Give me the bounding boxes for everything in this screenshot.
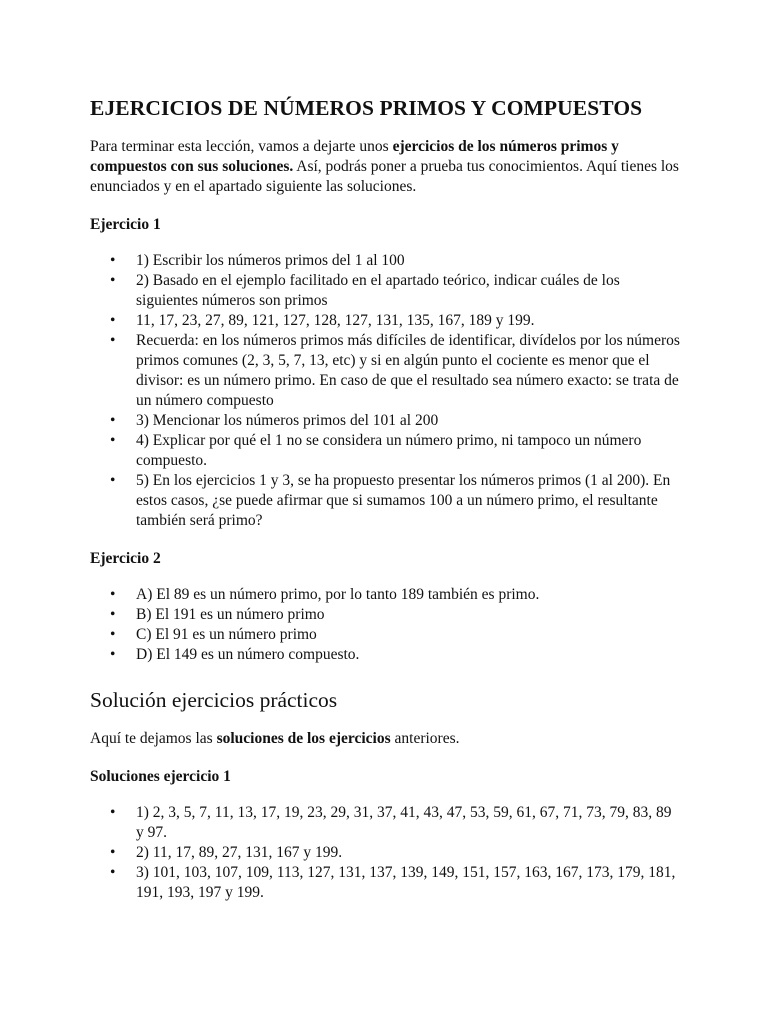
list-item: • 2) Basado en el ejemplo facilitado en el apartado teórico, indicar cuáles de los siguientes números son primos <box>136 271 680 311</box>
ejercicio-2-heading: Ejercicio 2 <box>90 550 161 567</box>
ejercicio-2-list <box>90 585 680 665</box>
intro-text-bold: ejercicios de los números primos y compuestos con sus soluciones. <box>90 138 619 175</box>
list-item: • D) El 149 es un número compuesto. <box>136 645 680 665</box>
intro-text-pre: Para terminar esta lección, vamos a dejarte unos <box>90 138 393 155</box>
list-item: • 2) 11, 17, 89, 27, 131, 167 y 199. <box>136 843 680 863</box>
list-item: • 3) 101, 103, 107, 109, 113, 127, 131, 137, 139, 149, 151, 157, 163, 167, 173, 179, 181, 191, 193, 197 y 199. <box>136 863 680 903</box>
soluciones-intro-pre: Aquí te dejamos las <box>90 730 217 747</box>
list-item: • A) El 89 es un número primo, por lo tanto 189 también es primo. <box>136 585 680 605</box>
list-item: • 1) 2, 3, 5, 7, 11, 13, 17, 19, 23, 29, 31, 37, 41, 43, 47, 53, 59, 61, 67, 71, 73, 79, 83, 89 y 97. <box>136 803 680 843</box>
soluciones-intro-paragraph <box>90 729 680 749</box>
soluciones-intro-post: anteriores. <box>390 730 460 747</box>
list-item: • C) El 91 es un número primo <box>136 625 680 645</box>
soluciones-ejercicio-1-list <box>90 803 680 903</box>
document-title: EJERCICIOS DE NÚMEROS PRIMOS Y COMPUESTOS <box>90 96 643 120</box>
list-item: • 5) En los ejercicios 1 y 3, se ha propuesto presentar los números primos (1 al 200). En estos casos, ¿se puede afirmar que si sumamos 100 a un número primo, el resultante también será primo? <box>136 471 680 531</box>
list-item: • 3) Mencionar los números primos del 101 al 200 <box>136 411 680 431</box>
soluciones-ejercicio-1-heading: Soluciones ejercicio 1 <box>90 768 231 785</box>
intro-paragraph <box>90 137 680 197</box>
soluciones-intro-bold: soluciones de los ejercicios <box>216 730 391 747</box>
list-item: • 4) Explicar por qué el 1 no se considera un número primo, ni tampoco un número compuesto. <box>136 431 680 471</box>
soluciones-heading: Solución ejercicios prácticos <box>90 688 338 712</box>
ejercicio-1-list <box>90 251 680 531</box>
intro-text-post: Así, podrás poner a prueba tus conocimientos. Aquí tienes los enunciados y en el apartado siguiente las soluciones. <box>90 158 679 195</box>
ejercicio-1-heading: Ejercicio 1 <box>90 216 161 233</box>
list-item: • Recuerda: en los números primos más difíciles de identificar, divídelos por los números primos comunes (2, 3, 5, 7, 13, etc) y si en algún punto el cociente es menor que el divisor: es un número primo. En caso de que el resultado sea número exacto: se trata de un número compuesto <box>136 331 680 411</box>
list-item: • B) El 191 es un número primo <box>136 605 680 625</box>
list-item: • 1) Escribir los números primos del 1 al 100 <box>136 251 680 271</box>
list-item: • 11, 17, 23, 27, 89, 121, 127, 128, 127, 131, 135, 167, 189 y 199. <box>136 311 680 331</box>
